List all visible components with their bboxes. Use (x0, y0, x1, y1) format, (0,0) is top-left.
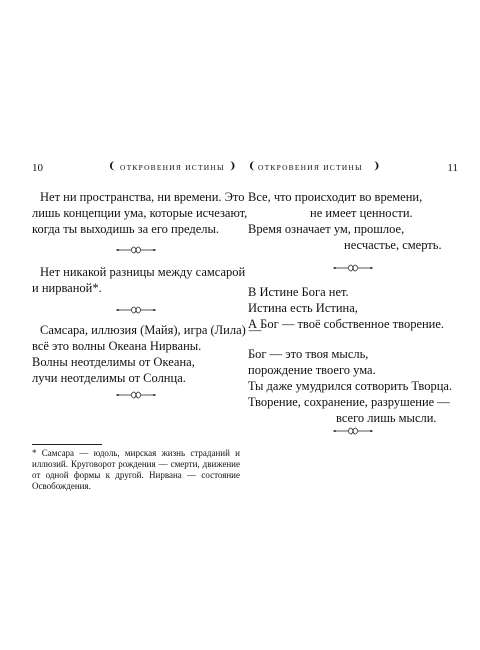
paragraph (248, 284, 458, 332)
section-ornament-icon (32, 306, 240, 316)
text-line: несчастье, смерть. (344, 238, 442, 252)
header-ornament-icon: ❩ (372, 161, 381, 172)
section-ornament-icon (32, 391, 240, 401)
text-line: когда ты выходишь за его пределы. (32, 222, 220, 236)
text-line: Время означает ум, прошлое, (248, 222, 405, 236)
text-line: Бог — это твоя мысль, (248, 347, 369, 361)
section-ornament-icon (32, 246, 240, 256)
text-line: Творение, сохранение, разрушение — (248, 395, 450, 409)
text-line: Истина есть Истина, (248, 301, 358, 315)
text-line: всего лишь мысли. (336, 411, 437, 425)
page-number: 10 (32, 162, 43, 174)
section-ornament-icon (248, 264, 458, 274)
header-ornament-icon: ❩ (228, 161, 237, 172)
paragraph (248, 189, 458, 253)
paragraph (32, 189, 248, 237)
right-page-header (248, 162, 458, 178)
running-title: ОТКРОВЕНИЯ ИСТИНЫ (258, 163, 363, 172)
text-line: Все, что происходит во времени, (248, 190, 423, 204)
text-line: порождение твоего ума. (248, 363, 376, 377)
text-line: лучи неотделимы от Солнца. (32, 371, 186, 385)
text-line: Самсара, иллюзия (Майя), игра (Лила) — (40, 323, 262, 337)
footnote: * Самсара — юдоль, мирская жизнь страданий и иллюзий. Круговорот рождения — смерти, движение от одной формы к другой. Нирвана — состояние Освобождения. (32, 448, 240, 491)
footnote-rule (32, 444, 102, 445)
text-line: не имеет ценности. (310, 206, 413, 220)
text-line: Нет никакой разницы между самсарой (40, 265, 246, 279)
right-page (248, 0, 458, 650)
text-line: лишь концепции ума, которые исчезают, (32, 206, 248, 220)
left-page-header (32, 162, 240, 178)
text-line: Волны неотделимы от Океана, (32, 355, 195, 369)
left-page (32, 0, 262, 650)
section-ornament-icon (248, 427, 458, 437)
running-title: ОТКРОВЕНИЯ ИСТИНЫ (120, 163, 225, 172)
text-line: Ты даже умудрился сотворить Творца. (248, 379, 453, 393)
text-line: А Бог — твоё собственное творение. (248, 317, 445, 331)
text-line: Нет ни пространства, ни времени. Это (40, 190, 245, 204)
text-line: и нирваной*. (32, 281, 102, 295)
text-line: В Истине Бога нет. (248, 285, 349, 299)
page-number: 11 (447, 162, 458, 174)
header-ornament-icon: ❨ (248, 161, 257, 172)
paragraph (248, 346, 458, 426)
paragraph (32, 264, 246, 296)
header-ornament-icon: ❨ (108, 161, 117, 172)
text-line: всё это волны Океана Нирваны. (32, 339, 202, 353)
paragraph (32, 322, 262, 386)
